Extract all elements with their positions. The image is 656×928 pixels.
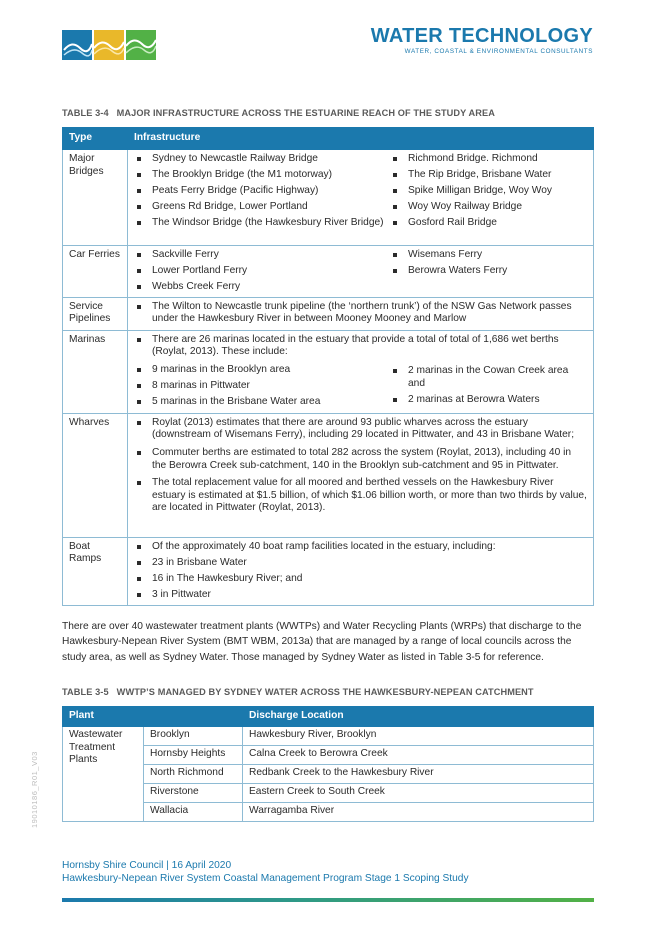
list-item: Greens Rd Bridge, Lower Portland: [134, 201, 390, 214]
marinas-cell: [128, 330, 594, 413]
plant-name: North Richmond: [144, 765, 243, 784]
footer-line-1: Hornsby Shire Council | 16 April 2020: [62, 860, 232, 871]
wharves-list: [134, 417, 587, 515]
table2-number: TABLE 3-5: [62, 687, 109, 697]
wwtp-table: [62, 706, 594, 822]
body-paragraph: There are over 40 wastewater treatment plants (WWTPs) and Water Recycling Plants (WRPs) that discharge to the Hawkesbury-Nepean River System (BMT WBM, 2013a) that are managed by a range of local councils across the study area, as well as Sydney Water. Those managed by Sydney Water as listed in Table 3-5 for reference.: [62, 621, 582, 663]
marinas-intro-list: [134, 334, 587, 359]
infrastructure-table: [62, 127, 594, 606]
list-item: The total replacement value for all moored and berthed vessels on the Hawkesbury River estuary is estimated at $1.5 billion, of which $1.06 billion worth, or more than two thirds by value, are located in Pittwater (Roylat, 2013).: [134, 477, 587, 515]
list-item: Richmond Bridge. Richmond: [390, 153, 587, 166]
table1-number: TABLE 3-4: [62, 108, 109, 118]
list-item: 9 marinas in the Brooklyn area: [134, 364, 390, 377]
list-item: Sydney to Newcastle Railway Bridge: [134, 153, 390, 166]
header-discharge: Discharge Location: [243, 707, 594, 727]
brand-tagline: WATER, COASTAL & ENVIRONMENTAL CONSULTANTS: [404, 48, 593, 55]
pipelines-cell: [128, 297, 594, 330]
table1-caption: [62, 108, 495, 118]
discharge-location: Calna Creek to Berowra Creek: [243, 746, 594, 765]
discharge-location: Redbank Creek to the Hawkesbury River: [243, 765, 594, 784]
marinas-list-left: [134, 364, 390, 410]
table-row: [63, 246, 594, 298]
wharves-cell: [128, 413, 594, 537]
table1-title: MAJOR INFRASTRUCTURE ACROSS THE ESTUARINE REACH OF THE STUDY AREA: [116, 108, 495, 118]
ferries-list-right: [390, 249, 587, 294]
list-item: Spike Milligan Bridge, Woy Woy: [390, 185, 587, 198]
ramps-list: [134, 541, 587, 602]
list-item: 23 in Brisbane Water: [134, 557, 587, 570]
list-item: 8 marinas in Pittwater: [134, 380, 390, 393]
table-row: [63, 150, 594, 246]
footer: [62, 859, 469, 885]
row-type-ramps: Boat Ramps: [63, 537, 128, 605]
list-item: There are 26 marinas located in the estuary that provide a total of total of 1,686 wet berths (Roylat, 2013). These include:: [134, 334, 587, 359]
footer-rule: [62, 898, 594, 902]
group-label: Wastewater Treatment Plants: [63, 727, 144, 822]
list-item: The Windsor Bridge (the Hawkesbury River Bridge): [134, 217, 390, 230]
list-item: 2 marinas in the Cowan Creek area and: [390, 365, 587, 390]
list-item: Wisemans Ferry: [390, 249, 587, 262]
list-item: Commuter berths are estimated to total 282 across the system (Roylat, 2013), including 40 in the Berowra Creek sub-catchment, 140 in the Brooklyn sub-catchment and 95 in Pittwater.: [134, 447, 587, 472]
list-item: The Brooklyn Bridge (the M1 motorway): [134, 169, 390, 182]
list-item: Of the approximately 40 boat ramp facilities located in the estuary, including:: [134, 541, 587, 554]
discharge-location: Warragamba River: [243, 803, 594, 822]
plant-name: Hornsby Heights: [144, 746, 243, 765]
list-item: 5 marinas in the Brisbane Water area: [134, 396, 390, 409]
table2-title: WWTP’S MANAGED BY SYDNEY WATER ACROSS THE HAWKESBURY-NEPEAN CATCHMENT: [116, 687, 534, 697]
table2-caption: [62, 687, 534, 697]
plant-name: Wallacia: [144, 803, 243, 822]
ferries-list-left: [134, 249, 390, 294]
header-blank: [144, 707, 243, 727]
bridges-list-left: [134, 153, 390, 233]
brand-block: [371, 25, 593, 55]
list-item: The Rip Bridge, Brisbane Water: [390, 169, 587, 182]
list-item: Woy Woy Railway Bridge: [390, 201, 587, 214]
table-row: [63, 297, 594, 330]
brand-name: WATER TECHNOLOGY: [370, 25, 593, 47]
pipelines-list: [134, 301, 587, 326]
row-type-pipelines: Service Pipelines: [63, 297, 128, 330]
list-item: The Wilton to Newcastle trunk pipeline (the ‘northern trunk’) of the NSW Gas Network passes under the Hawkesbury River in between Mooney Mooney and Marlow: [134, 301, 587, 326]
discharge-location: Eastern Creek to South Creek: [243, 784, 594, 803]
footer-line-2: Hawkesbury-Nepean River System Coastal Management Program Stage 1 Scoping Study: [62, 873, 469, 884]
water-technology-logo-icon: [62, 30, 156, 60]
ferries-cell: [128, 246, 594, 298]
table-row: [63, 330, 594, 413]
list-item: 16 in The Hawkesbury River; and: [134, 573, 587, 586]
ramps-cell: [128, 537, 594, 605]
plant-name: Brooklyn: [144, 727, 243, 746]
document-code: 19010186_R01_V03: [30, 751, 39, 828]
list-item: Roylat (2013) estimates that there are around 93 public wharves across the estuary (downstream of Wisemans Ferry), including 29 located in Pittwater, and 43 in Brisbane Water;: [134, 417, 587, 442]
list-item: 2 marinas at Berowra Waters: [390, 394, 587, 407]
header-infrastructure: Infrastructure: [128, 128, 594, 150]
list-item: Sackville Ferry: [134, 249, 390, 262]
list-item: 3 in Pittwater: [134, 589, 587, 602]
discharge-location: Hawkesbury River, Brooklyn: [243, 727, 594, 746]
row-type-bridges: Major Bridges: [63, 150, 128, 246]
table-row: [63, 413, 594, 537]
header-type: Type: [63, 128, 128, 150]
row-type-ferries: Car Ferries: [63, 246, 128, 298]
row-type-wharves: Wharves: [63, 413, 128, 537]
table-row: [63, 537, 594, 605]
list-item: Gosford Rail Bridge: [390, 217, 587, 230]
list-item: Peats Ferry Bridge (Pacific Highway): [134, 185, 390, 198]
row-type-marinas: Marinas: [63, 330, 128, 413]
list-item: Lower Portland Ferry: [134, 265, 390, 278]
bridges-list-right: [390, 153, 587, 233]
bridges-cell: [128, 150, 594, 246]
header-plant: Plant: [63, 707, 144, 727]
plant-name: Riverstone: [144, 784, 243, 803]
marinas-list-right: [390, 364, 587, 410]
list-item: Berowra Waters Ferry: [390, 265, 587, 278]
table-row: [63, 727, 594, 746]
list-item: Webbs Creek Ferry: [134, 281, 390, 294]
